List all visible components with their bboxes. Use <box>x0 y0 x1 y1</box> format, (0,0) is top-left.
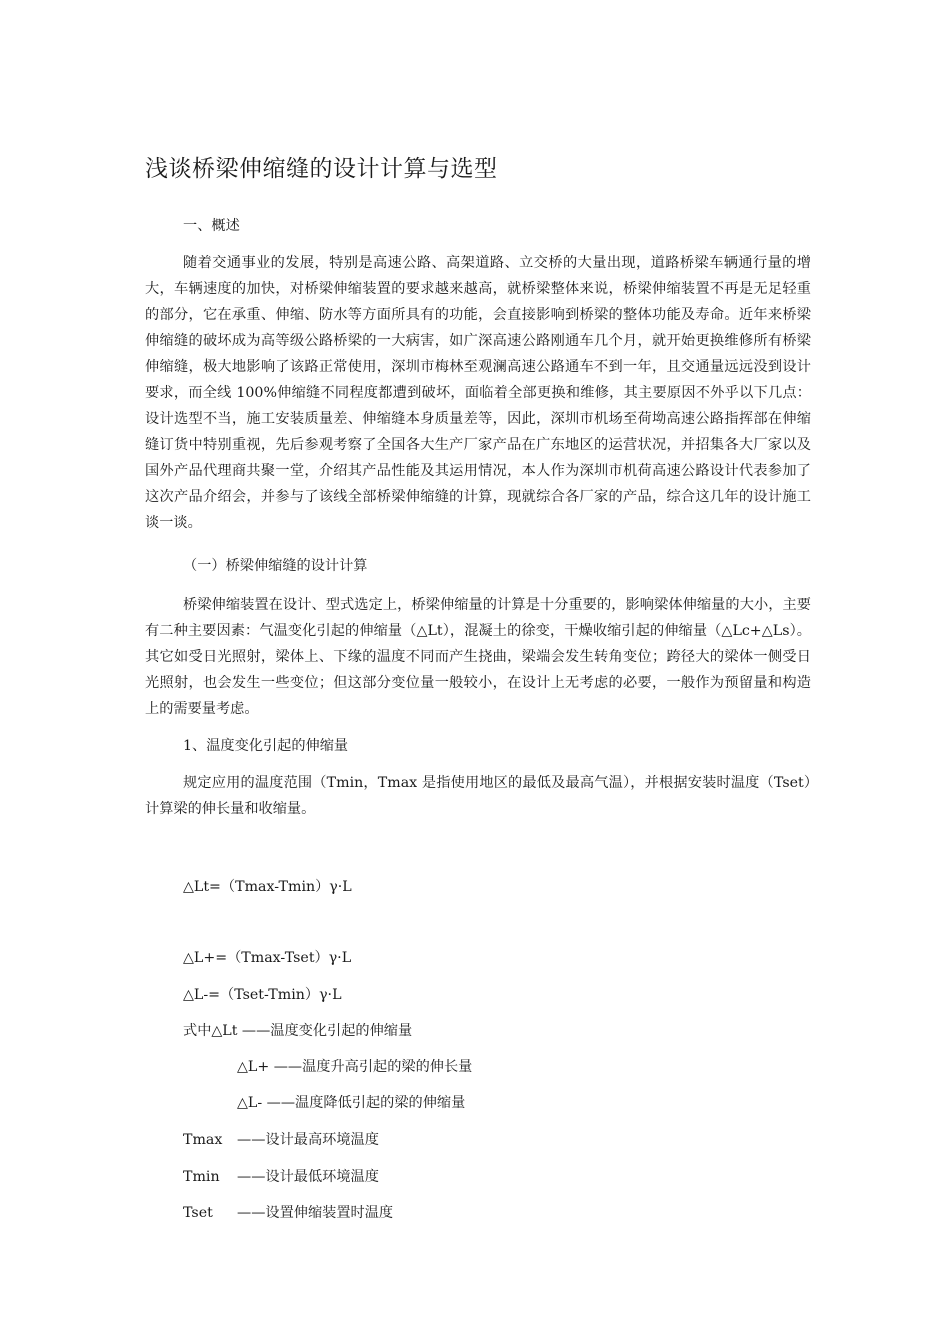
definition-tmin <box>183 1166 379 1186</box>
definition-tmax <box>183 1129 379 1149</box>
formula-delta-lt: △Lt=（Tmax-Tmin）γ·L <box>183 879 352 895</box>
definition-tmin-symbol: Tmin <box>183 1169 220 1185</box>
formula-delta-l-minus: △L-=（Tset-Tmin）γ·L <box>183 987 342 1003</box>
subsection-heading-design: （一）桥梁伸缩缝的设计计算 <box>183 558 368 574</box>
item-heading-temperature: 1、温度变化引起的伸缩量 <box>183 738 349 754</box>
design-paragraph: 桥梁伸缩装置在设计、型式选定上，桥梁伸缩量的计算是十分重要的，影响梁体伸缩量的大小，主要有二种主要因素：气温变化引起的伸缩量（△Lt），混凝土的徐变，干燥收缩引起的伸缩量（△Lc+△Ls）。其它如受日光照射，梁体上、下缘的温度不同而产生挠曲，梁端会发生转角变位；跨径大的梁体一侧受日光照射，也会发生一些变位；但这部分变位量一般较小，在设计上无考虑的必要，一般作为预留量和构造上的需要量考虑。 <box>145 597 811 717</box>
definition-tmax-symbol: Tmax <box>183 1132 223 1148</box>
section-heading-overview: 一、概述 <box>183 218 240 234</box>
temperature-paragraph: 规定应用的温度范围（Tmin，Tmax 是指使用地区的最低及最高气温），并根据安装时温度（Tset）计算梁的伸长量和收缩量。 <box>145 775 811 817</box>
definition-delta-lt: 式中△Lt ——温度变化引起的伸缩量 <box>183 1023 413 1039</box>
formula-delta-l-plus: △L+=（Tmax-Tset）γ·L <box>183 950 352 966</box>
definition-delta-l-minus: △L- ——温度降低引起的梁的伸缩量 <box>237 1095 466 1111</box>
definition-delta-l-plus: △L+ ——温度升高引起的梁的伸长量 <box>237 1059 473 1075</box>
definition-tmax-text: ——设计最高环境温度 <box>237 1132 379 1148</box>
definition-tmin-text: ——设计最低环境温度 <box>237 1169 379 1185</box>
definition-tset <box>183 1202 393 1222</box>
definition-tset-text: ——设置伸缩装置时温度 <box>237 1205 394 1221</box>
document-title: 浅谈桥梁伸缩缝的设计计算与选型 <box>145 156 498 182</box>
intro-paragraph: 随着交通事业的发展，特别是高速公路、高架道路、立交桥的大量出现，道路桥梁车辆通行量的增大，车辆速度的加快，对桥梁伸缩装置的要求越来越高，就桥梁整体来说，桥梁伸缩装置不再是无足轻重的部分，它在承重、伸缩、防水等方面所具有的功能，会直接影响到桥梁的整体功能及寿命。近年来桥梁伸缩缝的破坏成为高等级公路桥梁的一大病害，如广深高速公路刚通车几个月，就开始更换维修所有桥梁伸缩缝，极大地影响了该路正常使用，深圳市梅林至观澜高速公路通车不到一年，且交通量远远没到设计要求，而全线 100%伸缩缝不同程度都遭到破坏，面临着全部更换和维修，其主要原因不外乎以下几点：设计选型不当，施工安装质量差、伸缩缝本身质量差等，因此，深圳市机场至荷坳高速公路指挥部在伸缩缝订货中特别重视，先后参观考察了全国各大生产厂家产品在广东地区的运营状况，并招集各大厂家以及国外产品代理商共聚一堂，介绍其产品性能及其运用情况，本人作为深圳市机荷高速公路设计代表参加了这次产品介绍会，并参与了该线全部桥梁伸缩缝的计算，现就综合各厂家的产品，综合这几年的设计施工谈一谈。 <box>145 255 811 531</box>
definition-tset-symbol: Tset <box>183 1205 213 1221</box>
